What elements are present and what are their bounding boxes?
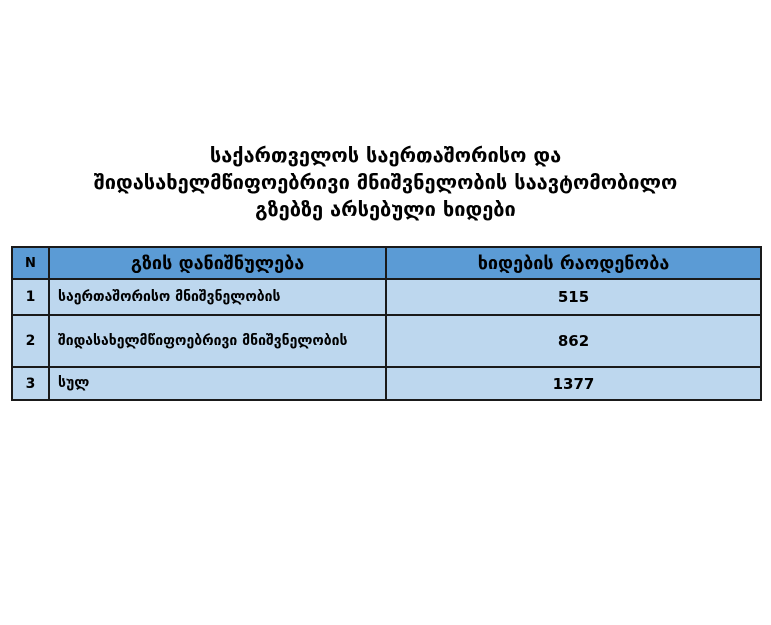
- row-road-purpose: შიდასახელმწიფოებრივი მნიშვნელობის: [49, 315, 386, 367]
- table-row-total: [12, 367, 761, 400]
- header-road-purpose: გზის დანიშნულება: [49, 247, 386, 279]
- bridges-table: [11, 246, 762, 401]
- row-number: 1: [12, 279, 49, 315]
- table-row: [12, 279, 761, 315]
- row-bridge-count: 1377: [386, 367, 761, 400]
- row-number: 3: [12, 367, 49, 400]
- table-row: [12, 315, 761, 367]
- title-line-2: შიდასახელმწიფოებრივი მნიშვნელობის საავტომობილო: [93, 170, 678, 194]
- header-number: N: [12, 247, 49, 279]
- title-line-1: საქართველოს საერთაშორისო და: [209, 143, 562, 167]
- row-road-purpose: საერთაშორისო მნიშვნელობის: [49, 279, 386, 315]
- row-bridge-count: 862: [386, 315, 761, 367]
- title-line-3: გზებზე არსებული ხიდები: [255, 197, 516, 221]
- header-bridge-count: ხიდების რაოდენობა: [386, 247, 761, 279]
- row-number: 2: [12, 315, 49, 367]
- row-bridge-count: 515: [386, 279, 761, 315]
- table-header-row: [12, 247, 761, 279]
- page-title: [0, 142, 771, 223]
- row-road-purpose: სულ: [49, 367, 386, 400]
